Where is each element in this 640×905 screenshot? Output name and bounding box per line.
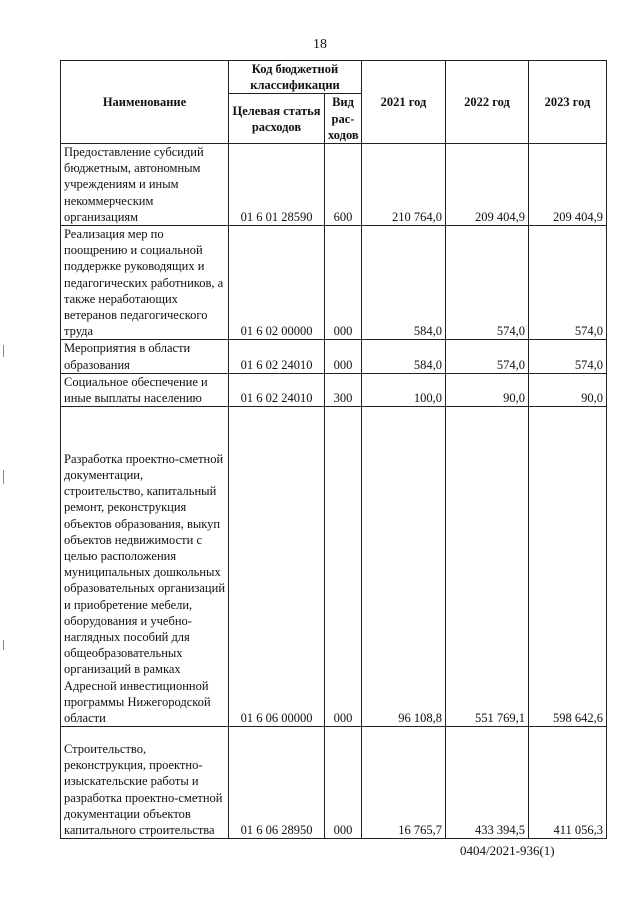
row-2022: 574,0 xyxy=(446,340,529,373)
row-kind: 000 xyxy=(325,407,362,727)
scan-edge-mark xyxy=(3,640,4,650)
row-2022: 209 404,9 xyxy=(446,144,529,226)
row-2022: 433 394,5 xyxy=(446,727,529,839)
row-kind: 000 xyxy=(325,727,362,839)
scan-edge-mark xyxy=(3,470,4,484)
row-2021: 210 764,0 xyxy=(362,144,446,226)
scan-edge-mark xyxy=(3,345,4,357)
row-2023: 209 404,9 xyxy=(529,144,607,226)
row-2022: 574,0 xyxy=(446,226,529,340)
row-2021: 16 765,7 xyxy=(362,727,446,839)
table-row xyxy=(61,144,607,226)
row-code: 01 6 02 00000 xyxy=(229,226,325,340)
row-2022: 90,0 xyxy=(446,373,529,406)
row-code: 01 6 06 00000 xyxy=(229,407,325,727)
header-2022: 2022 год xyxy=(446,61,529,144)
row-name: Мероприятия в области образования xyxy=(61,340,229,373)
page-number: 18 xyxy=(313,37,327,52)
table-row xyxy=(61,727,607,839)
table-row xyxy=(61,340,607,373)
table-row xyxy=(61,373,607,406)
row-2021: 96 108,8 xyxy=(362,407,446,727)
row-2023: 411 056,3 xyxy=(529,727,607,839)
row-2022: 551 769,1 xyxy=(446,407,529,727)
row-2021: 584,0 xyxy=(362,226,446,340)
row-name: Реализация мер по поощрению и социальной поддержке руководящих и педагогических работников, а также неработающих ветеранов педагогического труда xyxy=(61,226,229,340)
header-kind: Вид рас-ходов xyxy=(325,94,362,144)
row-name: Строительство, реконструкция, проектно-изыскательские работы и разработка проектно-сметной документации объектов капитального строительства xyxy=(61,727,229,839)
row-code: 01 6 06 28950 xyxy=(229,727,325,839)
header-code-group: Код бюджетной классификации xyxy=(229,61,362,94)
row-kind: 300 xyxy=(325,373,362,406)
row-2023: 574,0 xyxy=(529,340,607,373)
header-target: Целевая статья расходов xyxy=(229,94,325,144)
row-2021: 584,0 xyxy=(362,340,446,373)
row-2023: 90,0 xyxy=(529,373,607,406)
header-name: Наименование xyxy=(61,61,229,144)
row-kind: 000 xyxy=(325,340,362,373)
row-2023: 574,0 xyxy=(529,226,607,340)
row-2021: 100,0 xyxy=(362,373,446,406)
row-code: 01 6 01 28590 xyxy=(229,144,325,226)
row-name: Социальное обеспечение и иные выплаты населению xyxy=(61,373,229,406)
document-code: 0404/2021-936(1) xyxy=(460,843,555,858)
row-kind: 000 xyxy=(325,226,362,340)
header-2023: 2023 год xyxy=(529,61,607,144)
row-name: Разработка проектно-сметной документации, строительство, капитальный ремонт, реконструкция объектов образования, выкуп объектов недвижимости с целью расположения муниципальных дошкольных образовательных организаций и приобретение мебели, оборудования и учебно-наглядных пособий для общеобразовательных организаций в рамках Адресной инвестиционной программы Нижегородской области xyxy=(61,407,229,727)
budget-table xyxy=(60,60,607,839)
row-name: Предоставление субсидий бюджетным, автономным учреждениям и иным некоммерческим организациям xyxy=(61,144,229,226)
row-code: 01 6 02 24010 xyxy=(229,373,325,406)
table-row xyxy=(61,407,607,727)
row-kind: 600 xyxy=(325,144,362,226)
row-2023: 598 642,6 xyxy=(529,407,607,727)
table-row xyxy=(61,226,607,340)
row-code: 01 6 02 24010 xyxy=(229,340,325,373)
header-2021: 2021 год xyxy=(362,61,446,144)
